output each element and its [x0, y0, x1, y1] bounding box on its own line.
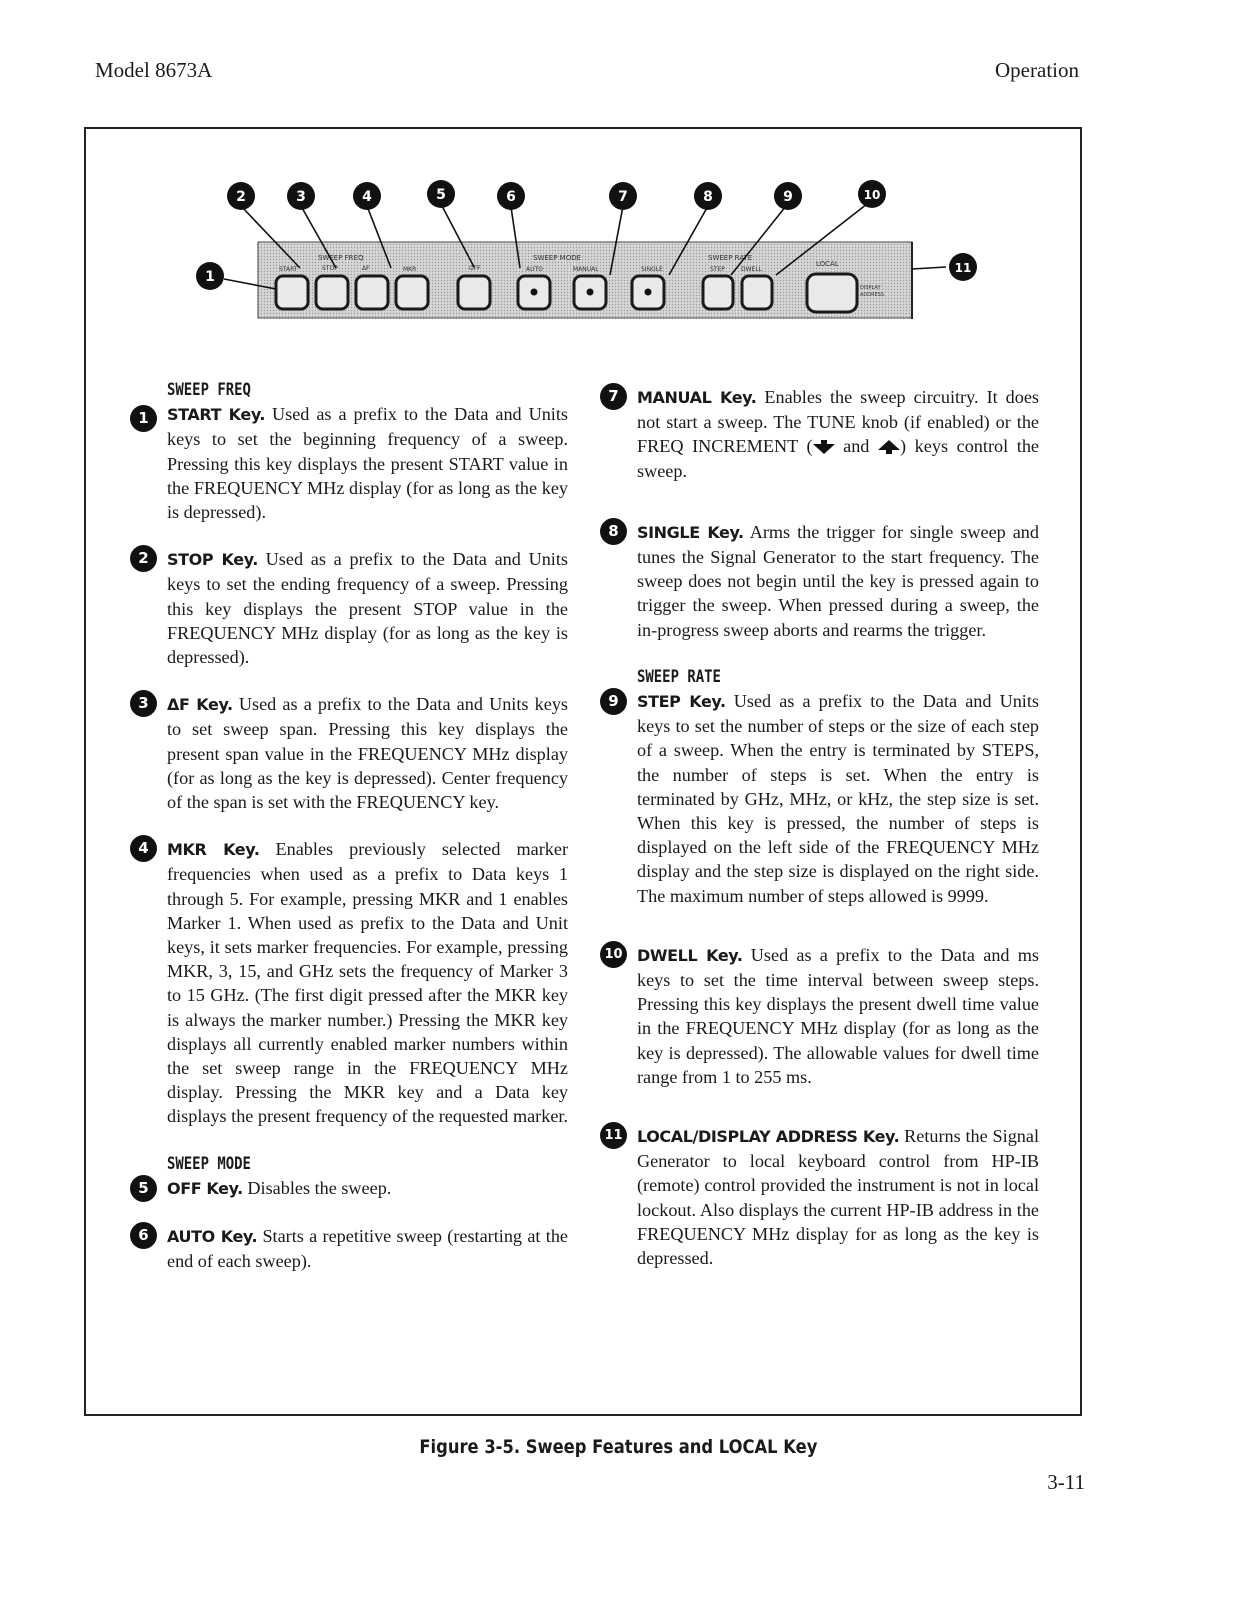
- panel-label-local: LOCAL: [816, 260, 839, 268]
- callout-badge-8: 8: [600, 518, 627, 545]
- manual-key-text-a: Enables the sweep circuitry. It does not start a sweep. The TUNE knob (if enabled) or the FREQ INCREMENT (: [637, 387, 1039, 457]
- item-5-off-key: [138, 1152, 568, 1201]
- off-key-text: Disables the sweep.: [242, 1177, 392, 1198]
- auto-key-text: Starts a repetitive sweep (restarting at the end of each sweep).: [167, 1226, 568, 1272]
- callout-5: [427, 180, 455, 208]
- item-8-single-key: [608, 520, 1039, 642]
- local-key-graphic: [807, 274, 857, 312]
- heading-sweep-rate: SWEEP RATE: [637, 666, 721, 687]
- mkr-key-graphic: [396, 276, 428, 309]
- svg-text:2: 2: [236, 189, 246, 205]
- mkr-key-label: MKR Key.: [167, 840, 260, 860]
- step-key-text: Used as a prefix to the Data and Units keys to set the number of steps or the size of each step of a sweep. When the entry is terminated by STEPS, the number of steps is set. When the entry is terminated by GHz, MHz, or kHz, the step size is set. When this key is pressed, the number of steps is displayed on the left side of the FREQUENCY MHz display and the step size is displayed on the right side. The maximum number of steps allowed is 9999.: [637, 691, 1039, 906]
- callout-badge-10: 10: [600, 941, 627, 968]
- dwell-key-graphic: [742, 276, 772, 309]
- start-key-text: Used as a prefix to the Data and Units keys to set the beginning frequency of a sweep. Pressing this key displays the present START value in the FREQUENCY MHz display (for as long as the key is depressed).: [167, 404, 568, 523]
- svg-text:9: 9: [783, 189, 793, 205]
- right-column: [604, 385, 1040, 1270]
- svg-text:3: 3: [296, 189, 306, 205]
- callout-2: [227, 182, 255, 210]
- panel-label-sweep-mode: SWEEP MODE: [533, 254, 582, 262]
- delta-f-key-text: Used as a prefix to the Data and Units keys to set sweep span. Pressing this key displays the present span value in the FREQUENCY MHz display (for as long as the key is depressed). Center frequency of the span is set with the FREQUENCY key.: [167, 694, 568, 813]
- panel-label-delta-f: ΔF: [362, 265, 370, 272]
- item-4-mkr-key: [138, 837, 568, 1128]
- callout-badge-5: 5: [130, 1175, 157, 1202]
- manual-key-text-c: ) keys control the sweep.: [637, 436, 1039, 481]
- panel-label-manual: MANUAL: [573, 266, 599, 273]
- front-panel-illustration: [86, 129, 1080, 369]
- panel-label-auto: AUTO: [526, 266, 543, 273]
- svg-text:10: 10: [863, 188, 881, 202]
- local-key-text: Returns the Signal Generator to local keyboard control from HP-IB (remote) control provided the instrument is not in local lockout. Also displays the current HP-IB address in the FREQUENCY MHz display for as long as the key is depressed.: [637, 1126, 1040, 1269]
- callout-badge-4: 4: [130, 835, 157, 862]
- running-header-section: Operation: [995, 58, 1079, 82]
- single-key-label: SINGLE Key.: [637, 522, 744, 542]
- callout-badge-6: 6: [130, 1222, 157, 1249]
- item-3-delta-f-key: [138, 692, 568, 814]
- callout-6: [497, 182, 525, 210]
- callout-9: [774, 182, 802, 210]
- panel-label-stop: STOP: [322, 265, 338, 272]
- item-6-auto-key: [138, 1224, 568, 1273]
- dwell-key-label: DWELL Key.: [637, 945, 743, 965]
- item-11-local-key: [604, 1124, 1040, 1270]
- panel-label-mkr: MKR: [403, 266, 417, 273]
- off-key-label: OFF Key.: [167, 1178, 243, 1198]
- callout-11: [949, 253, 977, 281]
- step-key-graphic: [703, 276, 733, 309]
- delta-f-key-graphic: [356, 276, 388, 309]
- callout-1: [196, 262, 224, 290]
- single-key-text: Arms the trigger for single sweep and tunes the Signal Generator to the start frequency. The sweep does not begin until the key is pressed again to trigger the sweep. When pressed during a sweep, the in-progress sweep aborts and rearms the trigger.: [637, 521, 1039, 640]
- callout-7: [609, 182, 637, 210]
- panel-label-off: OFF: [469, 265, 481, 272]
- stop-key-text: Used as a prefix to the Data and Units keys to set the ending frequency of a sweep. Pressing this key displays the present STOP value in the FREQUENCY MHz display (for as long as the key is depressed).: [167, 549, 568, 668]
- heading-sweep-freq: SWEEP FREQ: [167, 380, 251, 400]
- local-key-label: LOCAL/DISPLAY ADDRESS Key.: [637, 1127, 900, 1147]
- heading-sweep-mode: SWEEP MODE: [167, 1153, 251, 1174]
- start-key-graphic: [276, 276, 308, 309]
- callout-4: [353, 182, 381, 210]
- svg-text:1: 1: [205, 269, 215, 285]
- stop-key-label: STOP Key.: [167, 550, 258, 570]
- svg-text:6: 6: [506, 189, 516, 205]
- freq-increment-up-arrow-icon: [878, 440, 900, 454]
- mkr-key-text: Enables previously selected marker frequencies when used as a prefix to Data keys 1 through 5. For example, pressing MKR and 1 enables Marker 1. When used as prefix to the Data and Unit keys, it sets marker frequencies. For example, pressing MKR, 3, 15, and GHz sets the frequency of Marker 3 to 15 GHz. (The first digit pressed after the MKR key is always the marker number.) Pressing the MKR key displays all currently enabled marker numbers within the set sweep range in the FREQUENCY MHz display. Pressing the MKR key and a Data key displays the present frequency of the requested marker.: [167, 839, 568, 1127]
- item-9-step-key: [608, 665, 1039, 908]
- callout-8: [694, 182, 722, 210]
- running-header-model: Model 8673A: [95, 58, 213, 82]
- callout-badge-3: 3: [130, 690, 157, 717]
- callout-3: [287, 182, 315, 210]
- callout-badge-11: 11: [600, 1122, 627, 1149]
- figure-caption: Figure 3-5. Sweep Features and LOCAL Key: [419, 1436, 818, 1458]
- figure-frame: [84, 127, 1082, 1416]
- svg-text:7: 7: [618, 189, 628, 205]
- auto-key-label: AUTO Key.: [167, 1227, 258, 1247]
- callout-badge-1: 1: [130, 405, 157, 432]
- callout-badge-9: 9: [600, 688, 627, 715]
- stop-key-graphic: [316, 276, 348, 309]
- off-key-graphic: [458, 276, 490, 309]
- callout-10: [858, 180, 886, 208]
- item-1-start-key: [138, 378, 568, 524]
- freq-increment-down-arrow-icon: [813, 440, 835, 454]
- item-7-manual-key: [608, 385, 1039, 483]
- manual-key-text-b: and: [834, 436, 879, 457]
- callout-badge-7: 7: [600, 383, 627, 410]
- panel-label-step: STEP: [710, 266, 725, 273]
- panel-label-dwell: DWELL: [741, 266, 763, 273]
- callout-badge-2: 2: [130, 545, 157, 572]
- item-2-stop-key: [138, 547, 568, 669]
- panel-label-start: START: [279, 266, 298, 273]
- svg-text:8: 8: [703, 189, 713, 205]
- svg-text:4: 4: [362, 189, 372, 205]
- dwell-key-text: Used as a prefix to the Data and ms keys to set the time interval between sweep steps. Pressing this key displays the present dwell time value in the FREQUENCY MHz display (for as long as the key is depressed). The allowable values for dwell time range from 1 to 255 ms.: [637, 944, 1039, 1087]
- panel-label-sweep-freq: SWEEP FREQ: [318, 254, 364, 262]
- panel-label-address: ADDRESS: [860, 292, 885, 298]
- svg-text:5: 5: [436, 187, 446, 203]
- manual-key-label: MANUAL Key.: [637, 388, 757, 407]
- page-number: 3-11: [1047, 1470, 1085, 1494]
- panel-label-single: SINGLE: [641, 266, 663, 273]
- step-key-label: STEP Key.: [637, 692, 726, 712]
- left-column: [138, 378, 568, 1274]
- panel-label-display: DISPLAY: [860, 285, 881, 291]
- svg-text:11: 11: [954, 261, 972, 275]
- delta-f-key-label: ΔF Key.: [167, 695, 233, 715]
- item-10-dwell-key: [604, 943, 1039, 1089]
- panel-label-sweep-rate: SWEEP RATE: [708, 254, 753, 262]
- start-key-label: START Key.: [167, 405, 266, 425]
